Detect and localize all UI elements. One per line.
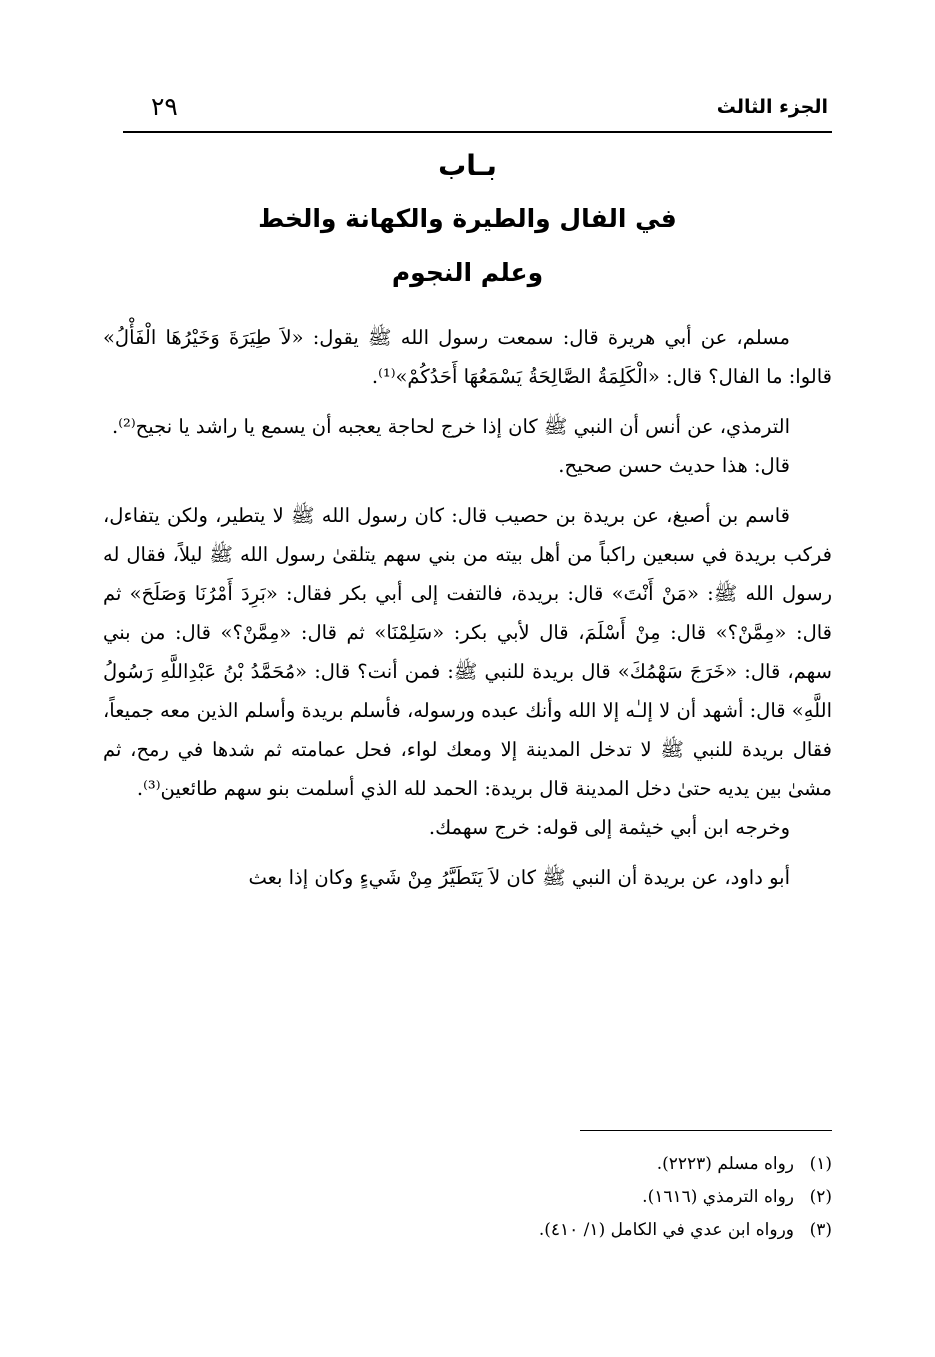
footnote-1 <box>103 1148 832 1181</box>
body-text <box>103 318 832 897</box>
paragraph-muslim-hadith: مسلم، عن أبي هريرة قال: سمعت رسول الله ﷺ يقول: «لاَ طِيَرَةَ وَخَيْرُهَا الْفَأْلُ» قالوا: ما الفال؟ قال: «الْكَلِمَةُ الصَّالِحَةُ يَسْمَعُهَا أَحَدُكُمْ»⁽¹⁾. <box>103 326 832 388</box>
footnote-3-mark: (٣) <box>809 1220 832 1240</box>
paragraph-abu-dawud-hadith: أبو داود، عن بريدة أن النبي ﷺ كان لاَ يَتَطَيَّرُ مِنْ شَيءٍ وكان إذا بعث <box>248 866 790 889</box>
book-part-label: الجزء الثالث <box>716 96 828 118</box>
header-divider <box>123 131 832 133</box>
footnote-1-mark: (١) <box>809 1154 832 1174</box>
chapter-heading <box>103 140 832 300</box>
paragraph-grading: قال: هذا حديث حسن صحيح. <box>558 454 790 477</box>
chapter-title-line-1: في الفال والطيرة والكهانة والخط <box>258 204 677 233</box>
paragraph-tirmidhi-hadith: الترمذي، عن أنس أن النبي ﷺ كان إذا خرج لحاجة يعجبه أن يسمع يا راشد يا نجيح⁽²⁾. <box>112 415 790 438</box>
footnote-2-mark: (٢) <box>809 1187 832 1207</box>
page-number: ٢٩ <box>151 92 178 121</box>
footnote-2 <box>103 1181 832 1214</box>
paragraph-buraydah-hadith: قاسم بن أصبغ، عن بريدة بن حصيب قال: كان رسول الله ﷺ لا يتطير، ولكن يتفاءل، فركب بريدة في سبعين راكباً من أهل بيته من بني سهم يتلقىٰ رسول الله ﷺ ليلاً، فقال له رسول الله ﷺ: «مَنْ أَنْتَ» قال: بريدة، فالتفت إلى أبي بكر فقال: «بَرِدَ أَمْرُنَا وَصَلَحَ» ثم قال: «مِمَّنْ؟» قال: مِنْ أَسْلَمَ، قال لأبي بكر: «سَلِمْنَا» ثم قال: «مِمَّنْ؟» قال: من بني سهم، قال: «خَرَجَ سَهْمُكَ» قال بريدة للنبي ﷺ: فمن أنت؟ قال: «مُحَمَّدُ بْنُ عَبْدِاللَّهِ رَسُولُ اللَّهِ» قال: أشهد أن لا إلـٰه إلا الله وأنك عبده ورسوله، فأسلم بريدة وأسلم الذين معه جميعاً، فقال بريدة للنبي ﷺ لا تدخل المدينة إلا ومعك لواء، فحل عمامته ثم شدها في رمح، ثم مشىٰ بين يديه حتىٰ دخل المدينة قال بريدة: الحمد لله الذي أسلمت بنو سهم طائعين⁽³⁾. <box>103 504 832 800</box>
paragraph-ibn-abi-khaythama: وخرجه ابن أبي خيثمة إلى قوله: خرج سهمك. <box>428 816 790 839</box>
footnote-2-text: رواه الترمذي (١٦١٦). <box>642 1187 794 1207</box>
chapter-title-line-2: وعلم النجوم <box>391 258 544 287</box>
footnote-3 <box>103 1214 832 1247</box>
footnote-divider <box>580 1130 832 1131</box>
chapter-word: بـاب <box>438 149 497 182</box>
footnote-1-text: رواه مسلم (٢٢٢٣). <box>656 1154 794 1174</box>
running-header <box>103 92 830 128</box>
footnote-3-text: ورواه ابن عدي في الكامل (١/ ٤١٠). <box>538 1220 794 1240</box>
footnotes <box>103 1148 832 1247</box>
